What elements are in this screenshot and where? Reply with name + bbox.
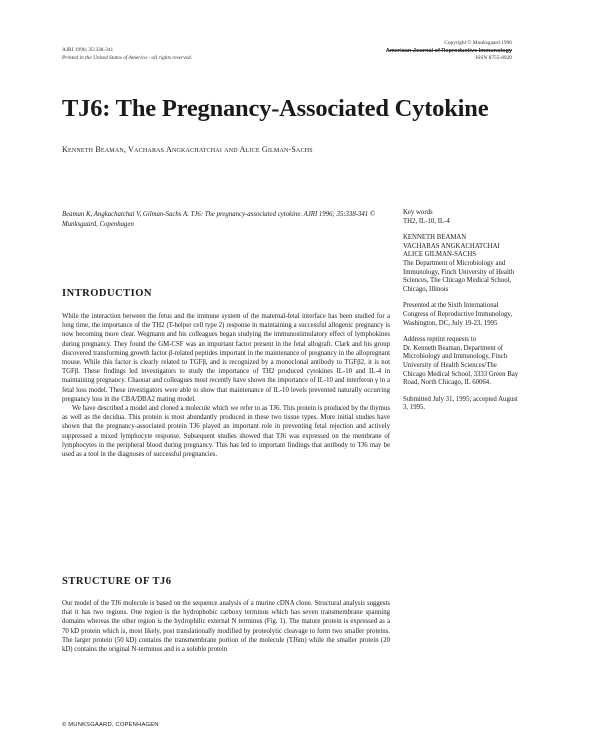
reprint-address: Dr. Kenneth Beaman, Department of Microbiology and Immunology, Finch University of Health Sciences/The Chicago Medical School, 3333 Green Bay Road, North Chicago, IL 60064. [403, 344, 519, 387]
publisher-footer: © MUNKSGAARD, COPENHAGEN [62, 722, 159, 728]
issn: ISSN 8755-8920 [475, 55, 512, 61]
header-right [386, 40, 512, 63]
presentation-note: Presented at the Sixth International Congress of Reproductive Immunology, Washington, DC, July 19-23, 1995 [403, 302, 513, 327]
submission-dates: Submitted July 31, 1995; accepted August 3, 1995. [403, 395, 518, 412]
article-title: TJ6: The Pregnancy-Associated Cytokine [62, 95, 489, 122]
journal-citation-line: AJRI 1996; 35:338-341 [62, 47, 114, 53]
article-sidebar [403, 209, 521, 421]
sidebar-author: KENNETH BEAMAN [403, 234, 467, 242]
structure-body [62, 599, 390, 654]
introduction-heading: INTRODUCTION [62, 288, 153, 299]
paragraph: Our model of the TJ6 molecule is based on the sequence analysis of a murine cDNA clone. Structural analysis suggests that it has two regions. One region is the hydrophobic carboxy terminus which has seven transmembrane spanning domains whereas the other region is the hydrophilic external N terminus (Fig. 1). The mature protein is expressed as a 70 kD protein which is, most likely, post translationally modified by proteolytic cleavage to form two smaller proteins. The larger protein (50 kD) contains the transmembrane portion of the molecule (TJ6m) while the smaller protein (20 kD) contains the original N-terminus and is a soluble protein [62, 600, 390, 654]
paragraph: While the interaction between the fetus and the immune system of the maternal-fetal interface has been studied for a long time, the importance of the TH2 (T-helper cell type 2) response in maintaining a successful allogenic pregnancy is now becoming more clear. Wegmann and his colleagues began studying the immunostimulatory effect of lymphokines during pregnancy. They found the GM-CSF was an important factor present in the fetal allograft. Clark and his group discovered transforming growth factor β-related peptides important in the maintenance of pregnancy in the allopregnant mouse. While this factor is clearly related to TGFβ, and is recognized by a monoclonal antibody to TGFβ2, it is not TGFβ. These findings led investigators to study the importance of TH2 produced cytokines IL-10 and IL-4 in maintaining pregnancy. Chaouat and colleagues most recently have shown the importance of IL-10 and interferon γ in a fetal loss model. These investigators were able to show that maintenance of IL-10 levels prevented naturally occurring pregnancy loss in the CBA/DBA2 mating model. [62, 313, 390, 403]
sidebar-author: ALICE GILMAN-SACHS [403, 251, 477, 259]
structure-heading: STRUCTURE OF TJ6 [62, 576, 172, 587]
article-citation: Beaman K, Angkachatchai V, Gilman-Sachs A. TJ6: The pregnancy-associated cytokine. AJRI 1996; 35:338-341 © Munksgaard, Copenhagen [62, 211, 376, 228]
sidebar-author: VACHARAS ANGKACHATCHAI [403, 242, 500, 250]
copyright-line: Copyright © Munksgaard 1996 [444, 40, 512, 46]
keywords-label: Key words [403, 209, 433, 216]
header-left [62, 46, 192, 62]
keywords: TH2, IL-10, IL-4 [403, 217, 450, 225]
introduction-body [62, 312, 390, 459]
printing-note: Printed in the United States of America - all rights reserved. [62, 55, 193, 61]
header-divider [388, 50, 512, 51]
paragraph: We have described a model and cloned a molecule which we refer to as TJ6. This protein is produced by the thymus as well as the decidua. This protein is most abundantly produced in these two tissue types. More initial studies have shown that the pregnancy-associated protein TJ6 played an important role in preventing fetal rejection and actively suppressed a mixed lymphocyte response. Subsequent studies showed that TJ6 was expressed on the membrane of lymphocytes in the peripheral blood during pregnancy. This has led to important findings that antibody to TJ6 may be used as a tool in the diagnoses of successful pregnancies. [62, 405, 390, 459]
reprint-label: Address reprint requests to [403, 336, 477, 344]
author-line: Kenneth Beaman, Vacharas Angkachatchai and Alice Gilman-Sachs [62, 145, 313, 154]
affiliation: The Department of Microbiology and Immunology, Finch University of Health Sciences, The Chicago Medical School, Chicago, Illinois [403, 259, 515, 293]
journal-name: American Journal of Reproductive Immunology [385, 47, 512, 54]
